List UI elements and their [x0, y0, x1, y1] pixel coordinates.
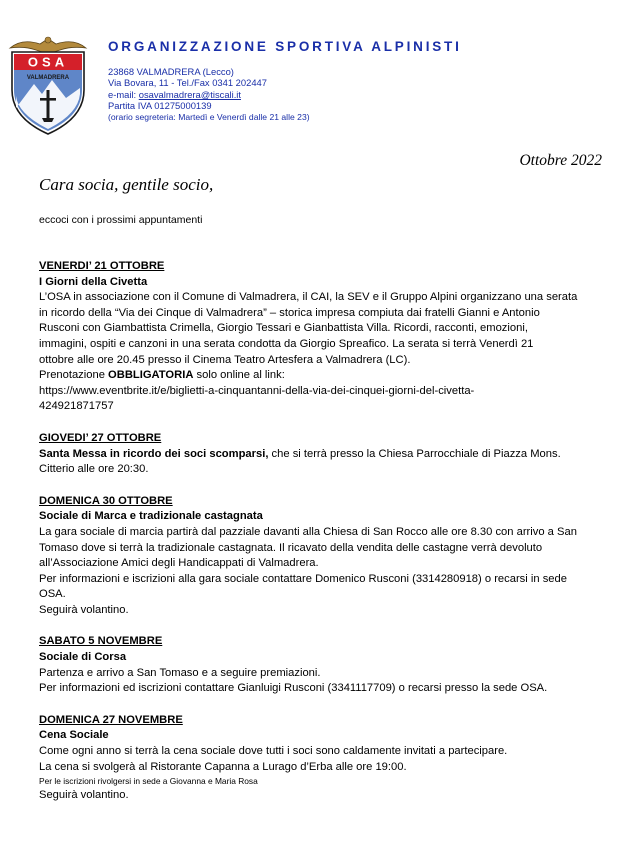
osa-logo [8, 34, 88, 136]
event-title: Sociale di Marca e tradizionale castagnata [39, 510, 263, 523]
event-title-rest: che si terrà presso la Chiesa Parrocchiale di Piazza Mons. [268, 447, 561, 460]
event-date: SABATO 5 NOVEMBRE [39, 635, 163, 648]
event-text-line: Rusconi con Giambattista Crimella, Giorgio Tessari e Gianbattista Villa. Ricordi, racconti, emozioni, [39, 322, 528, 335]
events-list [39, 259, 629, 820]
event-text-line: Seguirà volantino. [39, 603, 129, 616]
email-link[interactable]: osavalmadrera@tiscali.it [138, 88, 241, 100]
contact-block [108, 66, 310, 123]
event-date: GIOVEDI’ 27 OTTOBRE [39, 431, 162, 444]
event-item [39, 259, 629, 415]
booking-link-end[interactable]: 424921871757 [39, 400, 114, 413]
eagle-icon [10, 37, 86, 52]
intro-text: eccoci con i prossimi appuntamenti [39, 214, 203, 226]
event-text-line: La cena si svolgerà al Ristorante Capanna a Lurago d’Erba alle ore 19:00. [39, 760, 407, 773]
event-text-line: OSA. [39, 588, 66, 601]
logo-text: OSA [27, 54, 69, 70]
event-item [39, 494, 629, 619]
office-hours: (orario segreteria: Martedì e Venerdì dalle 21 alle 23) [108, 111, 310, 122]
event-note: Per le iscrizioni rivolgersi in sede a Giovanna e Maria Rosa [39, 776, 258, 787]
event-text-line: Per informazioni e iscrizioni alla gara sociale contattare Domenico Rusconi (3314280918) o recarsi in sede [39, 572, 567, 585]
event-text-line: in ricordo della “Via dei Cinque di Valmadrera” – storica impresa compiuta dai fratelli Gianni e Antonio [39, 306, 540, 319]
event-text-line: Citterio alle ore 20:30. [39, 463, 149, 476]
address-city: 23868 VALMADRERA (Lecco) [108, 66, 234, 77]
event-text-line: Come ogni anno si terrà la cena sociale dove tutti i soci sono caldamente invitati a partecipare. [39, 745, 508, 758]
event-title-line [39, 447, 629, 463]
logo-subtext: VALMADRERA [26, 75, 70, 81]
event-date: VENERDI’ 21 OTTOBRE [39, 260, 165, 272]
event-text-line: L’OSA in associazione con il Comune di Valmadrera, il CAI, la SEV e il Gruppo Alpini organizzano una serata [39, 291, 578, 304]
event-closing: Seguirà volantino. [39, 789, 129, 802]
event-date: DOMENICA 27 NOVEMBRE [39, 713, 183, 726]
event-text-line: all’Associazione Amici degli Handicappati di Valmadrera. [39, 557, 319, 570]
event-text-line: Per informazioni ed iscrizioni contattare Gianluigi Rusconi (3341117709) o recarsi presso la sede OSA. [39, 682, 548, 695]
booking-prefix: Prenotazione [39, 369, 109, 382]
event-item [39, 634, 629, 696]
event-text-line: ottobre alle ore 20.45 presso il Cinema Teatro Artesfera a Valmadrera (LC). [39, 353, 411, 366]
event-text-line: La gara sociale di marcia partirà dal pazziale davanti alla Chiesa di San Rocco alle ore 8.30 con arrivo a San [39, 525, 577, 538]
email-row [108, 89, 310, 100]
salutation: Cara socia, gentile socio, [39, 175, 214, 194]
event-item [39, 431, 629, 478]
event-title: Sociale di Corsa [39, 651, 127, 664]
event-text-line: Partenza e arrivo a San Tomaso e a seguire premiazioni. [39, 666, 321, 679]
booking-line [39, 368, 629, 384]
event-text-line: Tomaso dove si terrà la tradizionale castagnata. Il ricavato della vendita delle castagne verrà devoluto [39, 541, 543, 554]
event-item [39, 713, 629, 804]
event-title: I Giorni della Civetta [39, 275, 148, 288]
booking-required: OBBLIGATORIA [108, 369, 194, 382]
event-date: DOMENICA 30 OTTOBRE [39, 494, 173, 507]
event-text-line: immagini, ospiti e canzoni in una serata condotta da Giorgio Spreafico. La serata si terrà Venerdì 21 [39, 337, 534, 350]
booking-link[interactable]: https://www.eventbrite.it/e/biglietti-a-cinquantanni-della-via-dei-cinquei-giorni-del-civetta- [39, 384, 475, 397]
org-name: ORGANIZZAZIONE SPORTIVA ALPINISTI [108, 39, 462, 54]
letter-date: Ottobre 2022 [519, 152, 602, 169]
email-label: e-mail: [108, 88, 139, 100]
event-title: Cena Sociale [39, 729, 109, 742]
address-street: Via Bovara, 11 - Tel./Fax 0341 202447 [108, 77, 267, 89]
booking-suffix: solo online al link: [193, 369, 285, 382]
event-title: Santa Messa in ricordo dei soci scomparsi, [39, 447, 269, 460]
vat-number: Partita IVA 01275000139 [108, 100, 212, 112]
